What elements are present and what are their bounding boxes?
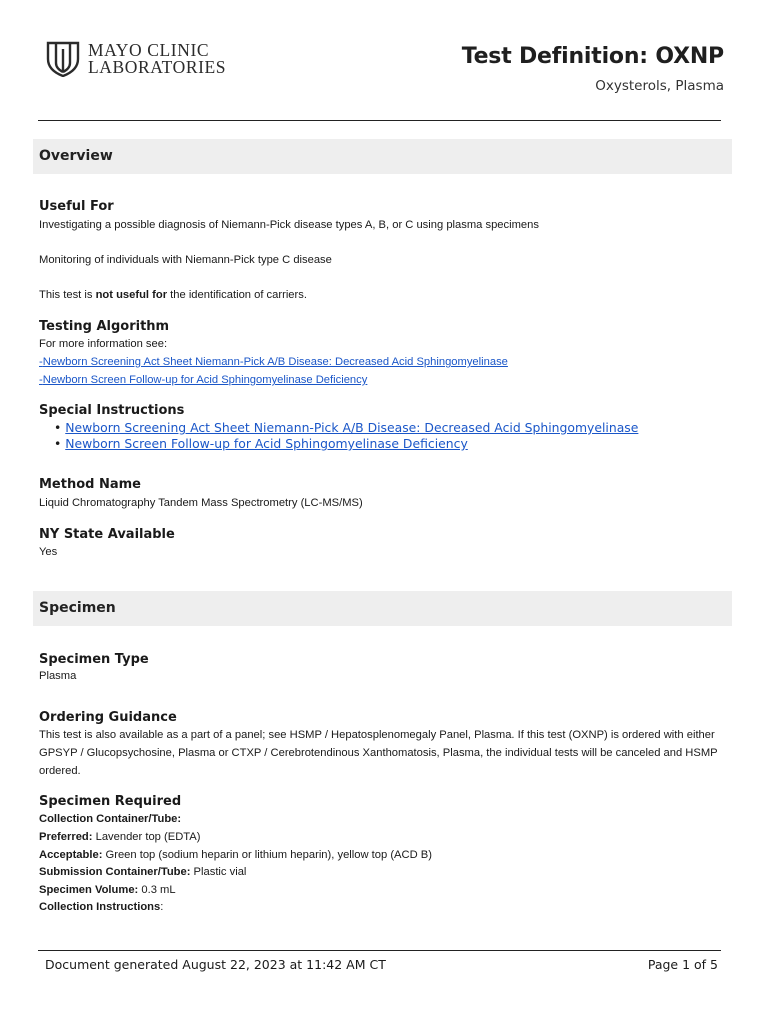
specimen-required-heading: Specimen Required	[39, 794, 182, 809]
method-name-heading: Method Name	[39, 477, 142, 492]
specimen-type-heading: Specimen Type	[39, 652, 149, 667]
collection-container-label: Collection Container/Tube:	[39, 813, 182, 825]
document-subtitle: Oxysterols, Plasma	[595, 78, 724, 94]
submission-value: Plastic vial	[190, 866, 247, 878]
specimen-section-title: Specimen	[39, 600, 116, 616]
volume-label: Specimen Volume:	[39, 884, 139, 896]
specimen-section-header	[33, 591, 732, 626]
ordering-guidance-heading: Ordering Guidance	[39, 710, 177, 725]
collection-instructions-colon: :	[160, 901, 164, 913]
collection-container-row	[39, 810, 181, 828]
testing-algorithm-link-1[interactable]: Newborn Screening Act Sheet Niemann-Pick A/B Disease: Decreased Acid Sphingomyelinase	[42, 356, 508, 368]
footer-divider	[38, 950, 721, 951]
document-title: Test Definition: OXNP	[461, 44, 724, 69]
testing-algorithm-link-1-prefix: -	[39, 356, 43, 368]
mayo-logo	[46, 41, 226, 77]
specimen-type-value: Plasma	[39, 670, 77, 682]
special-instructions-link-1[interactable]: Newborn Screening Act Sheet Niemann-Pick A/B Disease: Decreased Acid Sphingomyelinase	[65, 420, 639, 435]
acceptable-row	[39, 846, 432, 864]
collection-instructions-row	[39, 898, 163, 916]
special-instructions-item-2	[54, 436, 468, 451]
overview-section-title: Overview	[39, 148, 113, 164]
useful-for-line-3-bold: not useful for	[95, 289, 168, 301]
preferred-value: Lavender top (EDTA)	[92, 831, 201, 843]
special-instructions-link-2[interactable]: Newborn Screen Follow-up for Acid Sphingomyelinase Deficiency	[65, 436, 468, 451]
logo-line-1: MAYO CLINIC	[88, 40, 210, 60]
special-instructions-heading: Special Instructions	[39, 403, 185, 418]
bullet: •	[54, 436, 62, 451]
ordering-guidance-text: This test is also available as a part of a panel; see HSMP / Hepatosplenomegaly Panel, Plasma. If this test (OXNP) is ordered with either GPSYP / Glucopsychosine, Plasma or CTXP / Cerebrotendinous Xanthomatosis, Plasma, the individual tests will be canceled and HSMP ordered.	[39, 729, 718, 777]
footer-generated: Document generated August 22, 2023 at 11:42 AM CT	[45, 957, 386, 972]
useful-for-line-3-pre: This test is	[39, 289, 96, 301]
testing-algorithm-heading: Testing Algorithm	[39, 319, 170, 334]
testing-algorithm-link-1-row	[39, 353, 508, 371]
overview-section-header	[33, 139, 732, 174]
useful-for-line-2: Monitoring of individuals with Niemann-Pick type C disease	[39, 254, 332, 266]
useful-for-line-3-post: the identification of carriers.	[167, 289, 307, 301]
useful-for-heading: Useful For	[39, 199, 114, 214]
header-divider	[38, 120, 721, 121]
volume-row	[39, 881, 176, 899]
volume-value: 0.3 mL	[138, 884, 176, 896]
collection-instructions-label: Collection Instructions	[39, 901, 161, 913]
testing-algorithm-link-2[interactable]: Newborn Screen Follow-up for Acid Sphingomyelinase Deficiency	[42, 374, 368, 386]
preferred-row	[39, 828, 200, 846]
logo-line-2: LABORATORIES	[88, 57, 227, 77]
useful-for-line-1: Investigating a possible diagnosis of Niemann-Pick disease types A, B, or C using plasma specimens	[39, 219, 539, 231]
footer-page-number: Page 1 of 5	[647, 957, 718, 972]
useful-for-line-3	[39, 286, 307, 304]
testing-algorithm-link-2-prefix: -	[39, 374, 43, 386]
method-name-value: Liquid Chromatography Tandem Mass Spectrometry (LC-MS/MS)	[39, 497, 363, 509]
acceptable-value: Green top (sodium heparin or lithium heparin), yellow top (ACD B)	[102, 849, 432, 861]
preferred-label: Preferred:	[39, 831, 93, 843]
testing-algorithm-intro: For more information see:	[39, 338, 168, 350]
testing-algorithm-link-2-row	[39, 371, 367, 389]
submission-label: Submission Container/Tube:	[39, 866, 191, 878]
ny-state-heading: NY State Available	[39, 527, 175, 542]
acceptable-label: Acceptable:	[39, 849, 103, 861]
special-instructions-item-1	[54, 420, 638, 435]
bullet: •	[54, 420, 62, 435]
mayo-shield-icon	[46, 41, 80, 77]
ny-state-value: Yes	[39, 546, 58, 558]
submission-row	[39, 863, 246, 881]
